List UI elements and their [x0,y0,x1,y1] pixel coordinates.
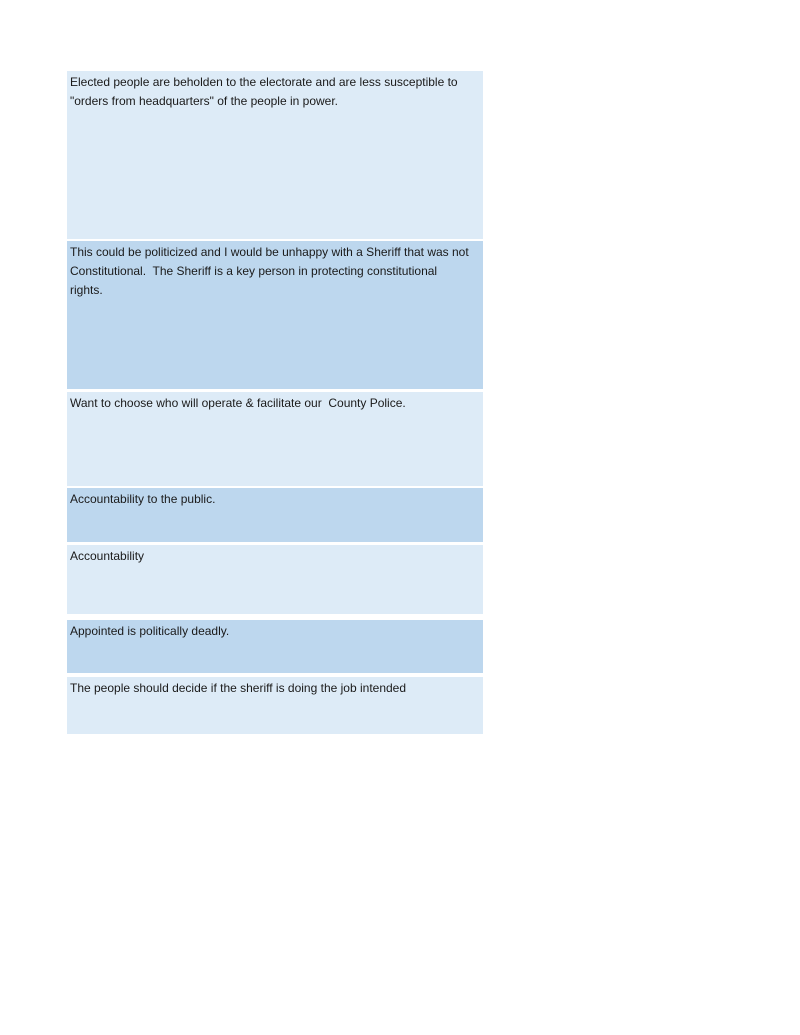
response-cell: Accountability [67,545,483,614]
response-cell: Elected people are beholden to the electorate and are less susceptible to "orders from headquarters" of the people in power. [67,71,483,239]
response-cell: The people should decide if the sheriff is doing the job intended [67,677,483,734]
response-cell: Accountability to the public. [67,488,483,542]
response-cell: Appointed is politically deadly. [67,620,483,673]
response-cell: This could be politicized and I would be unhappy with a Sheriff that was not Constitutional. The Sheriff is a key person in protecting constitutional rights. [67,241,483,389]
response-cell: Want to choose who will operate & facilitate our County Police. [67,392,483,486]
